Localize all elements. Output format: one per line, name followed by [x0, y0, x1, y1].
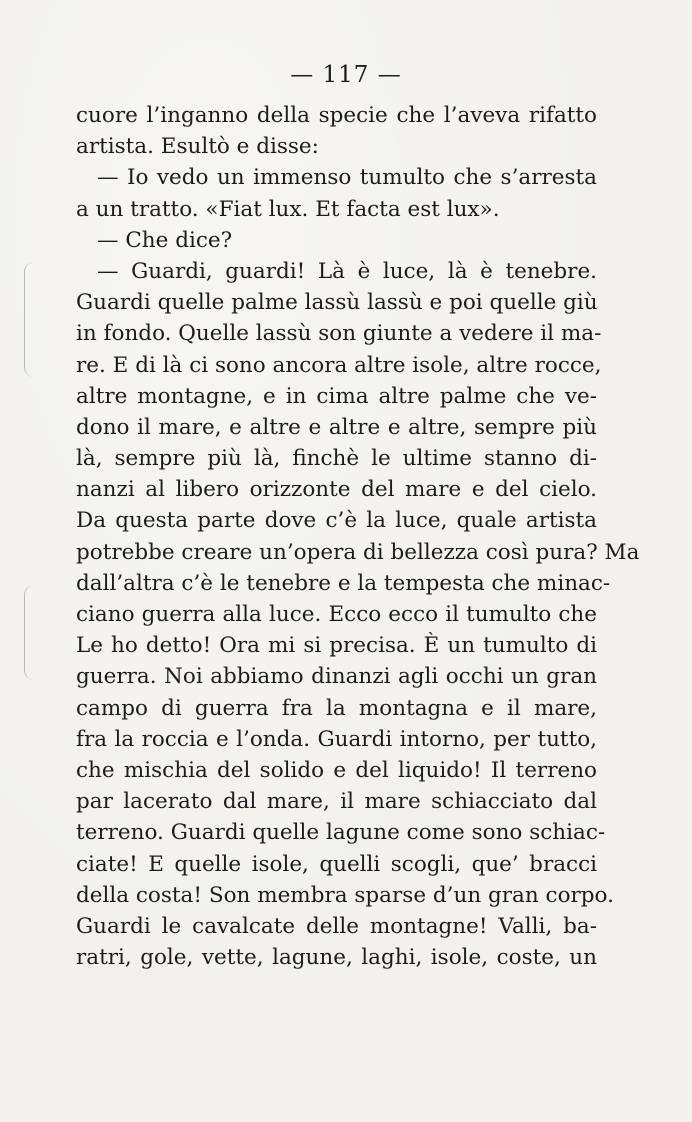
text-line: — Io vedo un immenso tumulto che s’arresta: [97, 165, 597, 191]
text-line: fra la roccia e l’onda. Guardi intorno, per tutto,: [76, 726, 597, 752]
text-line: — Che dice?: [97, 227, 233, 253]
text-line: guerra. Noi abbiamo dinanzi agli occhi un gran: [76, 664, 597, 690]
text-line: Guardi quelle palme lassù lassù e poi quelle giù: [76, 290, 598, 316]
text-line: ciano guerra alla luce. Ecco ecco il tumulto che: [76, 602, 597, 627]
page-number: — 117 —: [290, 62, 402, 88]
margin-pencil-mark: [24, 585, 41, 680]
text-line: ratri, gole, vette, lagune, laghi, isole, coste, un: [76, 945, 597, 971]
text-line: nanzi al libero orizzonte del mare e del cielo.: [76, 477, 597, 503]
text-line: artista. Esultò e disse:: [76, 134, 319, 160]
text-line: ciate! E quelle isole, quelli scogli, que’ bracci: [76, 851, 597, 877]
text-line: Da questa parte dove c’è la luce, quale artista: [76, 508, 597, 534]
text-line: potrebbe creare un’opera di bellezza così pura? Ma: [76, 539, 640, 565]
margin-pencil-mark: [24, 262, 41, 377]
text-line: dono il mare, e altre e altre e altre, sempre più: [76, 414, 597, 440]
text-line: campo di guerra fra la montagna e il mare,: [76, 695, 597, 721]
text-line: che mischia del solido e del liquido! Il terreno: [76, 757, 597, 783]
text-line: a un tratto. «Fiat lux. Et facta est lux».: [76, 196, 500, 222]
text-line: — Guardi, guardi! Là è luce, là è tenebre.: [97, 258, 597, 284]
text-line: là, sempre più là, finchè le ultime stanno di-: [76, 446, 597, 472]
text-line: re. E di là ci sono ancora altre isole, altre rocce,: [76, 352, 602, 378]
text-line: terreno. Guardi quelle lagune come sono schiac-: [76, 820, 606, 846]
text-line: altre montagne, e in cima altre palme che ve-: [76, 383, 597, 409]
text-line: della costa! Son membra sparse d’un gran corpo.: [76, 882, 614, 908]
text-line: par lacerato dal mare, il mare schiacciato dal: [76, 789, 597, 815]
text-line: Guardi le cavalcate delle montagne! Valli, ba-: [76, 913, 597, 939]
text-line: cuore l’inganno della specie che l’aveva rifatto: [76, 103, 597, 128]
text-line: Le ho detto! Ora mi si precisa. È un tumulto di: [76, 633, 597, 659]
text-line: in fondo. Quelle lassù son giunte a vedere il ma-: [76, 321, 602, 347]
body-text: [76, 100, 640, 973]
text-line: dall’altra c’è le tenebre e la tempesta che minac-: [76, 570, 611, 596]
